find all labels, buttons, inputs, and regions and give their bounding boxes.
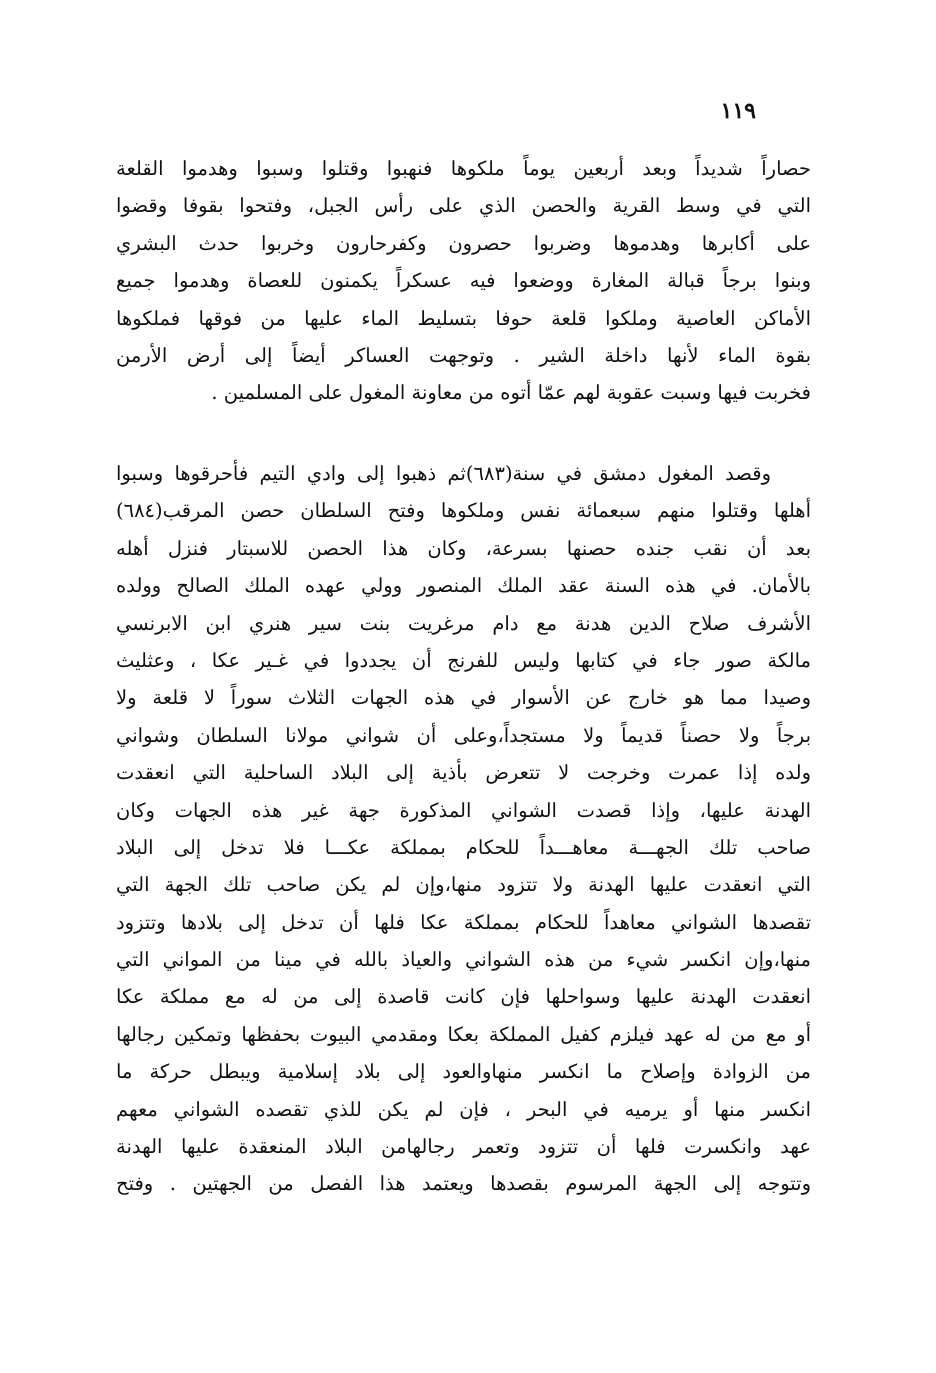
text-line: تقصدها الشواني معاهداً للحكام بمملكة عكا فلها أن تدخل إلى بلادها وتتزود	[116, 910, 811, 934]
text-line: صاحب تلك الجهـــة معاهـــداً للحكام بمملكة عكـــا فلا تدخل إلى البلاد	[116, 835, 811, 859]
text-line: عهد وانكسرت فلها أن تتزود وتعمر رجالهامن البلاد المنعقدة عليها الهدنة	[116, 1135, 811, 1159]
text-line: حصاراً شديداً وبعد أربعين يوماً ملكوها فنهبوا وقتلوا وسبوا وهدموا القلعة	[116, 157, 811, 180]
text-line: على أكابرها وهدموها وضربوا حصرون وكفرحارون وخربوا حدث البشري	[116, 231, 811, 255]
text-line: التي انعقدت عليها الهدنة ولا تتزود منها،وإن لم يكن صاحب تلك الجهة التي	[116, 873, 811, 897]
text-line: فخربت فيها وسبت عقوبة لهم عمّا أتوه من معاونة المغول على المسلمين .	[211, 381, 811, 405]
text-line: برجاً ولا حصناً قديماً ولا مستجداً،وعلى أن شواني مولانا السلطان وشواني	[116, 723, 811, 747]
text-line: وصيدا مما هو خارج عن الأسوار في هذه الجهات الثلاث سوراً لا قلعة ولا	[116, 686, 811, 710]
text-line: الهدنة عليها، وإذا قصدت الشواني المذكورة جهة غير هذه الجهات وكان	[116, 798, 811, 822]
text-line: مالكة صور جاء في كتابها وليس للفرنج أن يجددوا في غـير عكا ، وعثليث	[116, 648, 811, 672]
text-line: انكسر منها أو يرميه في البحر ، فإن لم يكن للذي تقصده الشواني معهم	[116, 1097, 811, 1121]
text-line: ولده إذا عمرت وخرجت لا تتعرض بأذية إلى البلاد الساحلية التي انعقدت	[116, 761, 811, 785]
text-line: بعد أن نقب جنده حصنها بسرعة، وكان هذا الحصن للاسبتار فنزل أهله	[116, 536, 811, 560]
text-line: وبنوا برجاً قبالة المغارة ووضعوا فيه عسكراً يكمنون للعصاة وهدموا جميع	[116, 269, 811, 293]
paragraph-1	[116, 150, 811, 412]
text-line: من الزوادة وإصلاح ما انكسر منهاوالعود إلى بلاد إسلامية ويبطل حركة ما	[116, 1060, 811, 1084]
text-line: وقصد المغول دمشق في سنة(٦٨٣)ثم ذهبوا إلى وادي التيم فأحرقوها وسبوا	[116, 462, 771, 485]
text-line: بقوة الماء لأنها داخلة الشير . وتوجهت العساكر أيضاً إلى أرض الأرمن	[116, 343, 811, 367]
text-line: وتتوجه إلى الجهة المرسوم بقصدها ويعتمد هذا الفصل من الجهتين . وفتح	[116, 1172, 811, 1196]
text-line: منها،وإن انكسر شيء من هذه الشواني والعياذ بالله في مينا من المواني التي	[116, 948, 811, 972]
text-line: الأماكن العاصية وملكوا قلعة حوفا بتسليط الماء عليها من فوقها فملكوها	[116, 306, 811, 330]
text-line: بالأمان. في هذه السنة عقد الملك المنصور وولي عهده الملك الصالح وولده	[116, 574, 811, 598]
text-line: أهلها وقتلوا منهم سبعمائة نفس وملكوها وفتح السلطان حصن المرقب(٦٨٤)	[116, 499, 811, 523]
text-line: أو مع من له عهد فيلزم كفيل المملكة بعكا ومقدمي البيوت بحفظها وتمكين رجالها	[116, 1022, 811, 1046]
text-line: انعقدت الهدنة عليها وسواحلها فإن كانت قاصدة إلى من له مع مملكة عكا	[116, 985, 811, 1009]
text-line: الأشرف صلاح الدين هدنة مع دام مرغريت بنت سير هنري ابن الابرنسي	[116, 611, 811, 635]
paragraph-2	[116, 455, 811, 1203]
text-line: التي في وسط القرية والحصن الذي على رأس الجبل، وفتحوا بقوفا وقضوا	[116, 194, 811, 218]
page-number: ١١٩	[720, 98, 756, 124]
